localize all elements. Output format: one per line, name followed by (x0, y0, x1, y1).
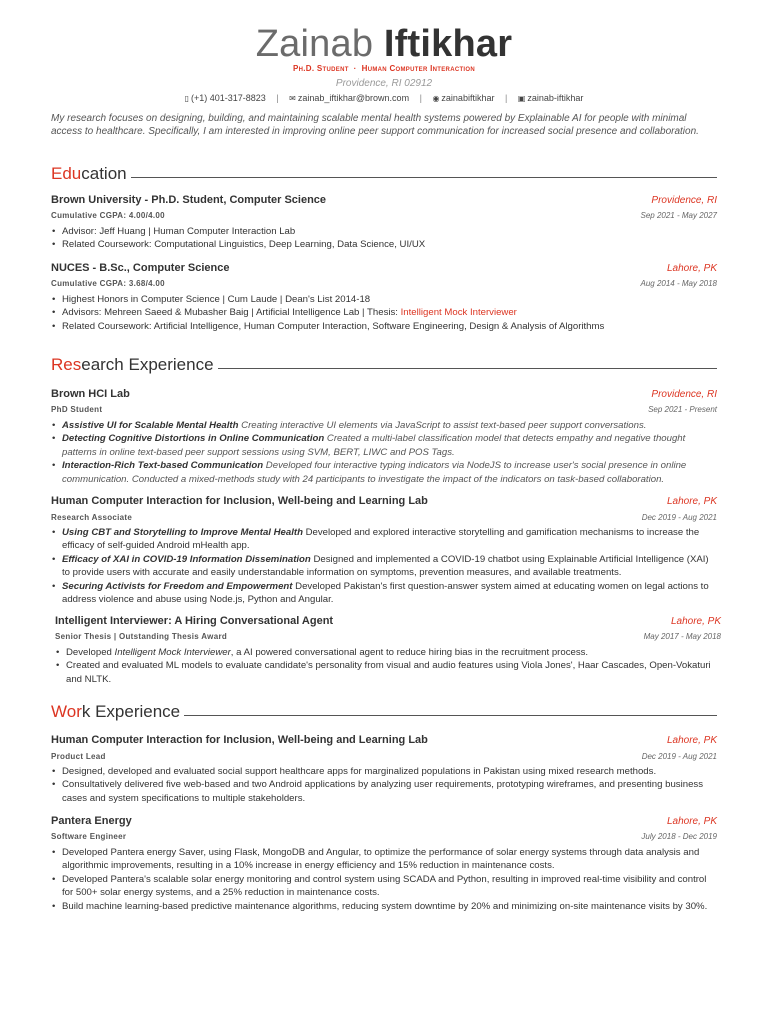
work-entry-date: July 2018 - Dec 2019 (641, 832, 717, 841)
education-entry-bullets (51, 293, 719, 333)
thesis-link[interactable]: Intelligent Mock Interviewer (400, 307, 517, 319)
list-item: • Highest Honors in Computer Science | Cum Laude | Dean's List 2014-18 (51, 293, 719, 306)
work-entry-title: Human Computer Interaction for Inclusion, Well-being and Learning Lab (51, 734, 428, 746)
education-entry-title: Brown University - Ph.D. Student, Computer Science (51, 194, 327, 206)
research-entry-date: May 2017 - May 2018 (643, 632, 721, 641)
contact-line (0, 92, 768, 105)
list-item: • Created and evaluated ML models to evaluate candidate's personality from visual and audio features using Viola Jones', Haar Cascades, Open-Vokaturi and NLTK. (55, 659, 721, 686)
work-entry-location: Lahore, PK (666, 735, 717, 746)
contact-separator: | (276, 93, 279, 103)
research-entry-bullets (55, 646, 721, 686)
first-name: Zainab (255, 23, 374, 65)
education-section-heading (51, 163, 717, 185)
education-entry-gpa: Cumulative CGPA: 4.00/4.00 (51, 211, 165, 220)
email-link[interactable]: zainab_iftikhar@brown.com (297, 93, 410, 103)
education-entry-date: Aug 2014 - May 2018 (640, 279, 717, 288)
list-item: • Developed Pantera energy Saver, using Flask, MongoDB and Angular, to optimize the performance of solar energy systems through data analysis and algorithmic improvements, resulting in a 10% increase in energy efficiency and 15% reduction in maintenance costs. (51, 846, 719, 873)
section-title: Research Experience (51, 354, 218, 376)
mobile-icon: ▯ (184, 94, 189, 103)
address: Providence, RI 02912 (335, 78, 433, 89)
phone-number[interactable]: (+1) 401-317-8823 (190, 93, 266, 103)
list-item: • Build machine learning-based predictive maintenance algorithms, reducing system downtime by 20% and minimizing on-site maintenance visits by 30%. (51, 900, 719, 913)
position-field: Human Computer Interaction (361, 64, 475, 73)
list-item: • Advisor: Jeff Huang | Human Computer Interaction Lab (51, 225, 719, 238)
list-item: • Developed Intelligent Mock Interviewer, a AI powered conversational agent to reduce hiring bias in the recruitment process. (55, 646, 721, 659)
list-item: • Related Coursework: Artificial Intelligence, Human Computer Interaction, Software Engineering, Design & Analysis of Algorithms (51, 320, 719, 333)
section-title: Work Experience (51, 701, 184, 723)
work-entry-bullets (51, 846, 719, 913)
research-entry-title: Human Computer Interaction for Inclusion, Well-being and Learning Lab (51, 495, 428, 507)
list-item: • Efficacy of XAI in COVID-19 Information Dissemination Designed and implemented a COVID-19 chatbot using Explainable Artificial Intelligence (XAI) to provide users with accurate and easily understandable information on symptoms, prevention measures, and available treatments. (51, 553, 719, 580)
linkedin-icon: ▣ (517, 94, 526, 103)
research-summary: My research focuses on designing, building, and maintaining scalable mental health systems powered by Explainable AI for people with minimal access to healthcare. Specifically, I am interested in improving online peer support communication for increased social presence and collaboration. (51, 113, 699, 137)
list-item: • Assistive UI for Scalable Mental Health Creating interactive UI elements via JavaScript to assist text-based peer support conversations. (51, 419, 719, 432)
position-line (0, 63, 768, 74)
position-separator-dot: · (353, 64, 357, 73)
education-entry-location: Providence, RI (651, 195, 717, 206)
contact-separator: | (419, 93, 422, 103)
list-item: • Consultatively delivered five web-based and two Android applications by analyzing user requirements, prototyping wireframes, and presenting business cases and system specifications to multiple stakeholders. (51, 778, 719, 805)
research-entry-date: Sep 2021 - Present (648, 405, 717, 414)
list-item: • Detecting Cognitive Distortions in Online Communication Created a multi-label classification model that detects empathy and negative thought patterns in online text-based peer support sessions using SVM, BERT, LIWC and POS Tags. (51, 432, 719, 459)
research-entry-title: Brown HCI Lab (51, 388, 130, 400)
section-title: Education (51, 163, 131, 185)
work-entry-bullets (51, 765, 719, 805)
work-section-heading (51, 701, 717, 723)
research-entry-position: PhD Student (51, 405, 103, 414)
instagram-link[interactable]: zainabiftikhar (441, 93, 495, 103)
work-entry-position: Software Engineer (51, 832, 127, 841)
work-entry-location: Lahore, PK (666, 816, 717, 827)
list-item: • Designed, developed and evaluated social support healthcare apps for marginalized populations in Pakistan using mixed research methods. (51, 765, 719, 778)
research-entry-bullets (51, 526, 719, 606)
research-entry-location: Lahore, PK (670, 616, 721, 627)
position-degree: Ph.D. Student (292, 64, 349, 73)
education-entry-gpa: Cumulative CGPA: 3.68/4.00 (51, 279, 165, 288)
envelope-icon: ✉ (289, 94, 296, 103)
linkedin-link[interactable]: zainab-iftikhar (527, 93, 584, 103)
education-entry-location: Lahore, PK (666, 263, 717, 274)
education-entry-title: NUCES - B.Sc., Computer Science (51, 262, 230, 274)
research-entry-date: Dec 2019 - Aug 2021 (641, 513, 717, 522)
section-rule (51, 177, 717, 178)
list-item: • Advisors: Mehreen Saeed & Mubasher Baig | Artificial Intelligence Lab | Thesis: Intelligent Mock Interviewer (51, 306, 719, 319)
work-entry-title: Pantera Energy (51, 815, 132, 827)
list-item: • Securing Activists for Freedom and Empowerment Developed Pakistan's first question-answer system aimed at educating women on legal actions to address violence and abuse using Node.js, Python and Angular. (51, 580, 719, 607)
work-entry-date: Dec 2019 - Aug 2021 (641, 752, 717, 761)
research-entry-bullets (51, 419, 719, 486)
candidate-name (0, 22, 768, 66)
list-item: • Related Coursework: Computational Linguistics, Deep Learning, Data Science, UI/UX (51, 238, 719, 251)
research-section-heading (51, 354, 717, 376)
education-entry-date: Sep 2021 - May 2027 (640, 211, 717, 220)
list-item: • Interaction-Rich Text-based Communication Developed four interactive typing indicators via NodeJS to increase user's social presence in online communication. Conducted a mixed-methods study with 24 participants to investigate the impact of the indicators on task-based collaboration. (51, 459, 719, 486)
last-name: Iftikhar (383, 23, 513, 65)
instagram-icon: ◉ (432, 94, 440, 103)
education-entry-bullets (51, 225, 719, 252)
list-item: • Developed Pantera's scalable solar energy monitoring and control system using SCADA and Python, resulting in improved real-time visibility and control for 500+ solar energy systems, and a 25% reduction in maintenance costs. (51, 873, 719, 900)
research-entry-position: Senior Thesis | Outstanding Thesis Award (55, 632, 228, 641)
research-entry-title: Intelligent Interviewer: A Hiring Conversational Agent (55, 615, 334, 627)
research-entry-location: Providence, RI (651, 389, 717, 400)
research-entry-location: Lahore, PK (666, 496, 717, 507)
contact-separator: | (504, 93, 508, 103)
research-entry-position: Research Associate (51, 513, 133, 522)
list-item: • Using CBT and Storytelling to Improve Mental Health Developed and explored interactive storytelling and gamification mechanisms to increase the efficacy of self-guided Android mHealth app. (51, 526, 719, 553)
work-entry-position: Product Lead (51, 752, 106, 761)
